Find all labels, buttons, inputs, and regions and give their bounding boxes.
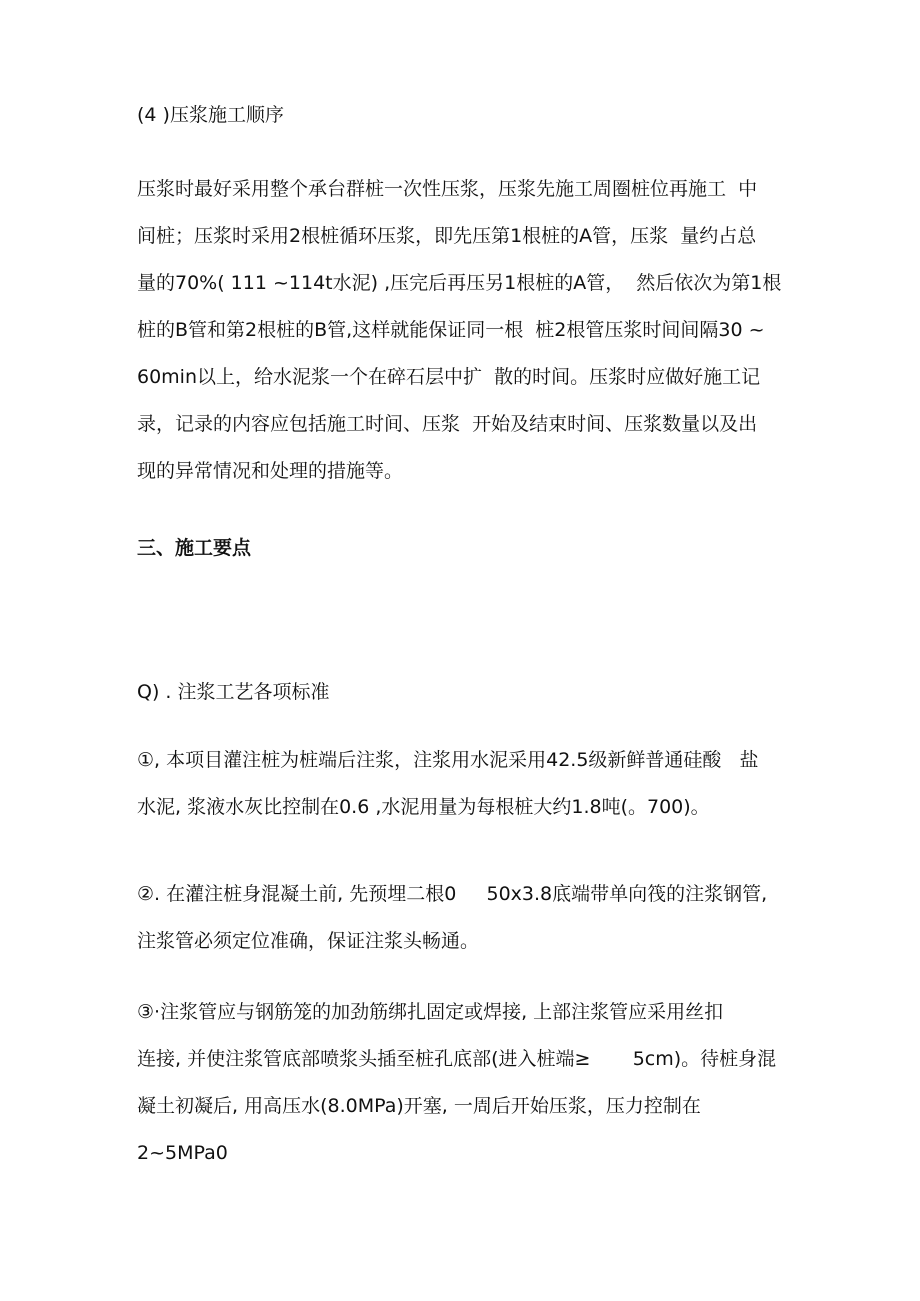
paragraph-line: ①, 本项目灌注桩为桩端后注浆，注浆用水泥采用42.5级新鲜普通硅酸 盐 [137,749,759,771]
subsection-heading-grouting-standards: Q) . 注浆工艺各项标准 [137,681,330,703]
paragraph-line: 凝土初凝后, 用高压水(8.0MPa)开塞, 一周后开始压浆，压力控制在 [137,1095,701,1117]
paragraph-line: 60min以上，给水泥浆一个在碎石层中扩 散的时间。压浆时应做好施工记 [137,366,761,388]
paragraph-line: 压浆时最好采用整个承台群桩一次性压浆，压浆先施工周圈桩位再施工 中 [137,178,758,200]
paragraph-line: 桩的B管和第2根桩的B管,这样就能保证同一根 桩2根管压浆时间间隔30 ~ [137,319,765,341]
paragraph-line: 2~5MPa0 [137,1142,228,1164]
paragraph-line: ③·注浆管应与钢筋笼的加劲筋绑扎固定或焊接, 上部注浆管应采用丝扣 [137,1001,724,1023]
paragraph-line: 间桩；压浆时采用2根桩循环压浆，即先压第1根桩的A管，压浆 量约占总 [137,225,757,247]
paragraph-line: 现的异常情况和处理的措施等。 [137,460,404,482]
paragraph-line: 量的70%( 111 ~114t水泥) ,压完后再压另1根桩的A管， 然后依次为第1根 [137,272,782,294]
paragraph-line: ②. 在灌注桩身混凝土前, 先预埋二根0 50x3.8底端带单向筏的注浆钢管, [137,883,768,905]
section-heading-construction-sequence: (4 )压浆施工顺序 [137,104,284,126]
paragraph-line: 连接, 并使注浆管底部喷浆头插至桩孔底部(进入桩端≥ 5cm)。待桩身混 [137,1048,777,1070]
paragraph-line: 注浆管必须定位准确，保证注浆头畅通。 [137,930,480,952]
paragraph-line: 水泥, 浆液水灰比控制在0.6 ,水泥用量为每根桩大约1.8吨(。700)。 [137,796,710,818]
section-heading-key-points: 三、施工要点 [137,537,252,559]
paragraph-line: 录，记录的内容应包括施工时间、压浆 开始及结束时间、压浆数量以及出 [137,413,758,435]
